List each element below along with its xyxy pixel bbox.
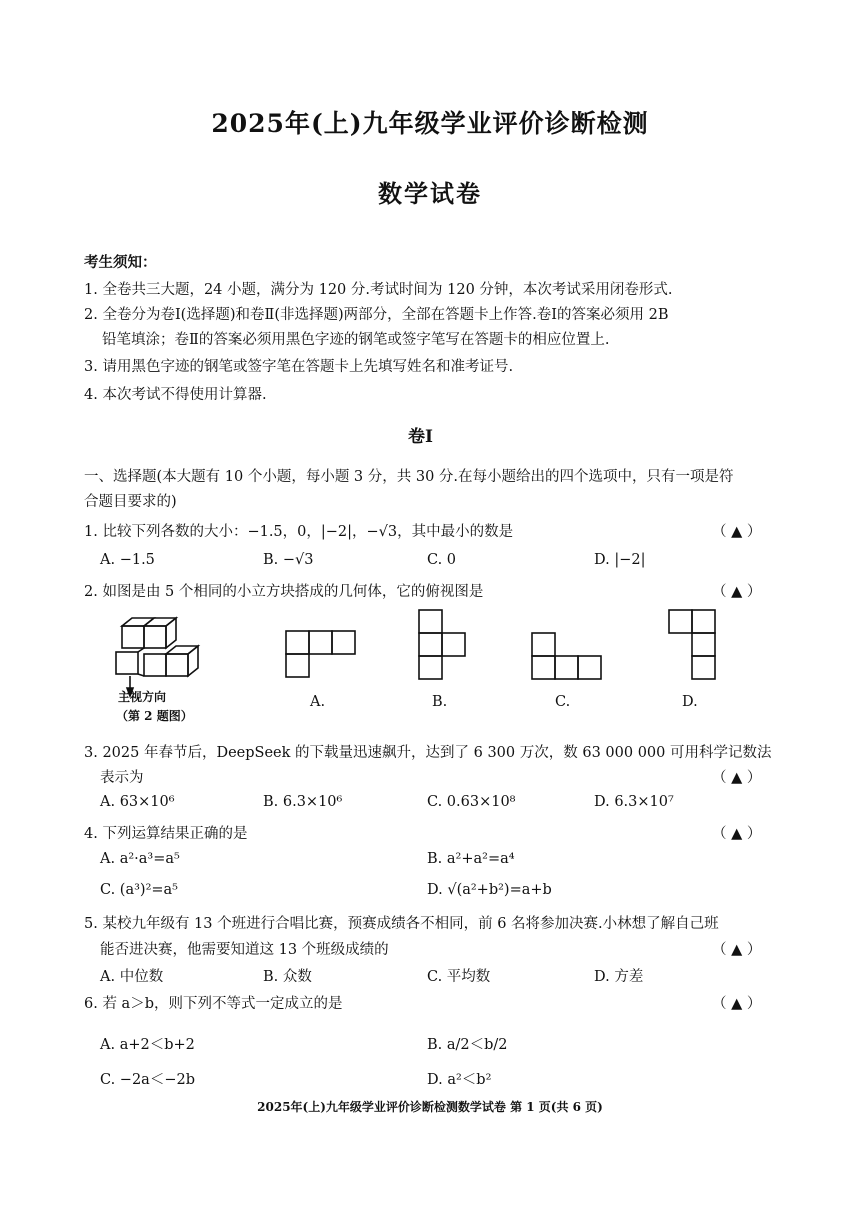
q5-option-a: A. 中位数 xyxy=(100,969,164,985)
answer-paren: （ ▲ ） xyxy=(712,524,762,540)
answer-paren: （ ▲ ） xyxy=(712,584,762,600)
question-5-stem-cont: 能否进决赛，他需要知道这 13 个班级成绩的 xyxy=(100,942,389,958)
answer-paren: （ ▲ ） xyxy=(712,996,762,1012)
notice-item-4: 4. 本次考试不得使用计算器. xyxy=(84,387,267,403)
section-heading: 一、选择题(本大题有 10 个小题，每小题 3 分，共 30 分.在每小题给出的四个选项中，只有一项是符 xyxy=(84,469,734,485)
q6-option-a: A. a+2＜b+2 xyxy=(100,1037,195,1053)
figure-caption: （第 2 题图） xyxy=(116,709,193,723)
question-3-stem: 3. 2025 年春节后，DeepSeek 的下载量迅速飙升，达到了 6 300 万次，数 63 000 000 可用科学记数法 xyxy=(84,745,772,761)
q4-option-c: C. (a³)²=a⁵ xyxy=(100,882,178,898)
q1-option-a: A. −1.5 xyxy=(100,552,155,568)
answer-paren: （ ▲ ） xyxy=(712,826,762,842)
q6-option-c: C. −2a＜−2b xyxy=(100,1072,195,1088)
question-1-stem: 1. 比较下列各数的大小：−1.5，0，|−2|，−√3，其中最小的数是 xyxy=(84,524,514,540)
exam-title: 2025年(上)九年级学业评价诊断检测 xyxy=(211,109,649,138)
cube-figure xyxy=(110,614,210,698)
q3-option-d: D. 6.3×10⁷ xyxy=(594,794,674,810)
notice-item-3: 3. 请用黑色字迹的钢笔或签字笔在答题卡上先填写姓名和准考证号. xyxy=(84,359,514,375)
volume-label: 卷Ⅰ xyxy=(408,427,433,447)
q1-option-b: B. −√3 xyxy=(263,552,314,568)
q2-option-c: C. xyxy=(555,694,571,710)
section-heading-cont: 合题目要求的) xyxy=(84,494,177,510)
q5-option-b: B. 众数 xyxy=(263,969,312,985)
q2-option-a: A. xyxy=(310,694,326,710)
question-4-stem: 4. 下列运算结果正确的是 xyxy=(84,826,248,842)
q3-option-c: C. 0.63×10⁸ xyxy=(427,794,516,810)
q3-option-a: A. 63×10⁶ xyxy=(100,794,175,810)
q5-option-c: C. 平均数 xyxy=(427,969,491,985)
q2-option-d: D. xyxy=(682,694,698,710)
q2-option-b: B. xyxy=(432,694,448,710)
view-direction-label: 主视方向 xyxy=(118,690,167,704)
notice-heading: 考生须知： xyxy=(84,254,157,271)
q4-option-b: B. a²+a²=a⁴ xyxy=(427,851,515,867)
answer-paren: （ ▲ ） xyxy=(712,942,762,958)
question-5-stem: 5. 某校九年级有 13 个班进行合唱比赛，预赛成绩各不相同，前 6 名将参加决赛.小林想了解自己班 xyxy=(84,916,719,932)
answer-paren: （ ▲ ） xyxy=(712,770,762,786)
q1-option-c: C. 0 xyxy=(427,552,457,568)
notice-item-2: 2. 全卷分为卷Ⅰ(选择题)和卷Ⅱ(非选择题)两部分，全部在答题卡上作答.卷Ⅰ的答案必须用 2B xyxy=(84,307,669,323)
q1-option-d: D. |−2| xyxy=(594,552,646,568)
notice-item-2-cont: 铅笔填涂；卷Ⅱ的答案必须用黑色字迹的钢笔或签字笔写在答题卡的相应位置上. xyxy=(102,332,610,348)
exam-subtitle: 数学试卷 xyxy=(378,179,482,208)
q6-option-d: D. a²＜b² xyxy=(427,1072,492,1088)
question-6-stem: 6. 若 a＞b，则下列不等式一定成立的是 xyxy=(84,996,343,1012)
q6-option-b: B. a/2＜b/2 xyxy=(427,1037,508,1053)
question-2-stem: 2. 如图是由 5 个相同的小立方块搭成的几何体，它的俯视图是 xyxy=(84,584,484,600)
page-footer: 2025年(上)九年级学业评价诊断检测数学试卷 第 1 页(共 6 页) xyxy=(257,1100,603,1114)
q5-option-d: D. 方差 xyxy=(594,969,644,985)
q4-option-d: D. √(a²+b²)=a+b xyxy=(427,882,552,898)
notice-item-1: 1. 全卷共三大题，24 小题，满分为 120 分.考试时间为 120 分钟，本次考试采用闭卷形式. xyxy=(84,282,673,298)
q3-option-b: B. 6.3×10⁶ xyxy=(263,794,343,810)
q2-option-a-figure xyxy=(285,630,357,680)
q4-option-a: A. a²·a³=a⁵ xyxy=(100,851,180,867)
q2-option-d-figure xyxy=(668,609,718,681)
q2-option-b-figure xyxy=(418,609,468,681)
question-3-stem-cont: 表示为 xyxy=(100,770,144,786)
q2-option-c-figure xyxy=(531,632,603,682)
